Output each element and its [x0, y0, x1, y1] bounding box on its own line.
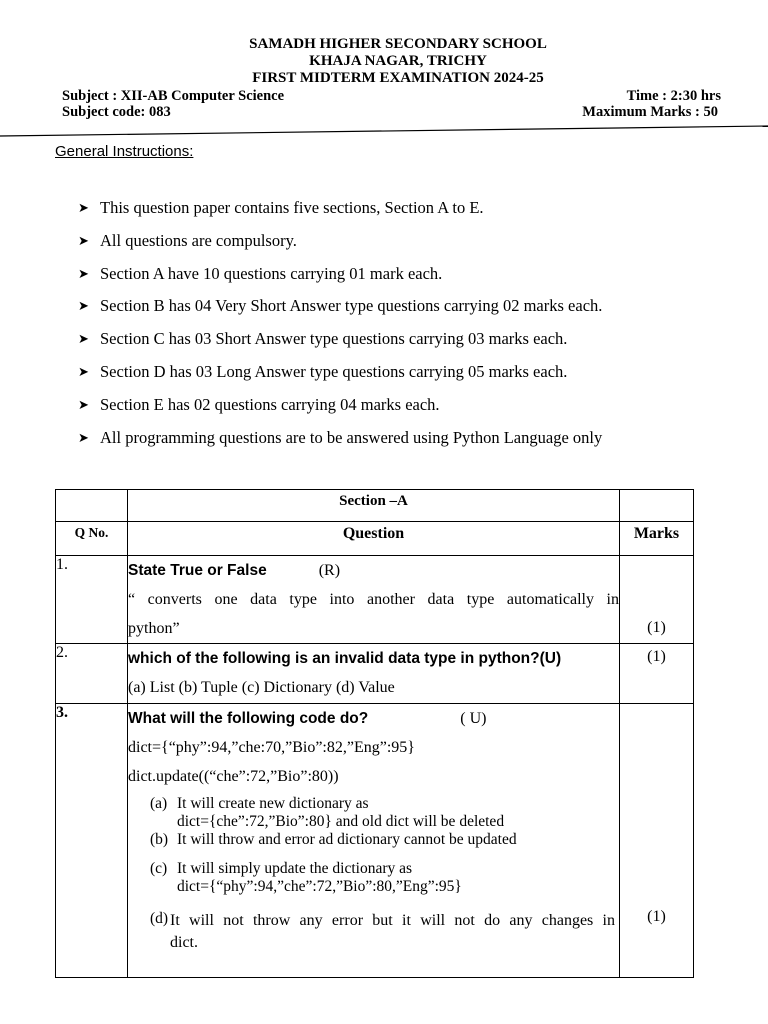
question-marks: (1)	[620, 556, 694, 644]
school-name: SAMADH HIGHER SECONDARY SCHOOL	[249, 36, 547, 52]
arrowhead-bullet-icon: ➤	[78, 298, 89, 314]
instruction-item: ➤ Section A have 10 questions carrying 01 mark each.	[78, 264, 758, 297]
instruction-item: ➤ Section E has 02 questions carrying 04 marks each.	[78, 395, 758, 428]
question-marks: (1)	[620, 644, 694, 704]
instruction-item: ➤ Section D has 03 Long Answer type questions carrying 05 marks each.	[78, 362, 758, 395]
option-d: (d) It will not throw any error but it will not do any changes in dict.	[150, 910, 615, 951]
question-number: 2.	[56, 644, 128, 704]
question-title: What will the following code do?	[128, 710, 369, 727]
question-tag: (R)	[318, 562, 341, 579]
instruction-item: ➤ All questions are compulsory.	[78, 231, 758, 264]
question-text	[128, 644, 620, 704]
arrowhead-bullet-icon: ➤	[78, 331, 89, 347]
question-title: State True or False	[128, 562, 267, 579]
arrowhead-bullet-icon: ➤	[78, 232, 89, 248]
question-number: 1.	[56, 556, 128, 644]
column-header-question: Question	[128, 522, 620, 556]
header-divider	[0, 122, 768, 142]
code-line: dict.update((“che”:72,”Bio”:80))	[128, 768, 339, 785]
column-header-marks: Marks	[620, 522, 694, 556]
subject-code: Subject code: 083	[62, 104, 171, 120]
arrowhead-bullet-icon: ➤	[78, 265, 89, 281]
arrowhead-bullet-icon: ➤	[78, 200, 89, 215]
question-tag: ( U)	[460, 710, 487, 727]
column-header-row	[56, 522, 694, 556]
column-header-qno: Q No.	[56, 522, 128, 556]
table-row	[56, 704, 694, 978]
arrowhead-bullet-icon: ➤	[78, 363, 89, 379]
arrowhead-bullet-icon: ➤	[78, 429, 89, 445]
option-a: (a) It will create new dictionary as dict={che”:72,”Bio”:80} and old dict will be deleted	[150, 795, 505, 830]
exam-title: FIRST MIDTERM EXAMINATION 2024-25	[252, 70, 544, 86]
instructions-title: General Instructions:	[55, 143, 194, 160]
section-title: Section –A	[128, 490, 620, 522]
question-marks: (1)	[620, 704, 694, 978]
question-title: which of the following is an invalid data type in python?	[128, 650, 540, 667]
code-line: dict={“phy”:94,”che:70,”Bio”:82,”Eng”:95}	[128, 739, 415, 756]
question-text: State True or False (R) “ converts one data type into another data type automatically in python”	[128, 556, 620, 644]
exam-time: Time : 2:30 hrs	[626, 88, 721, 104]
school-location: KHAJA NAGAR, TRICHY	[309, 53, 487, 69]
question-tag: (U)	[539, 650, 562, 667]
table-row	[56, 644, 694, 704]
instruction-item: ➤ This question paper contains five sections, Section A to E.	[78, 198, 758, 231]
option-b: (b) It will throw and error ad dictionary cannot be updated	[150, 831, 517, 848]
instruction-item: ➤ All programming questions are to be answered using Python Language only	[78, 428, 758, 461]
arrowhead-bullet-icon: ➤	[78, 396, 89, 412]
table-row	[56, 556, 694, 644]
instruction-item: ➤ Section C has 03 Short Answer type questions carrying 03 marks each.	[78, 329, 758, 362]
question-number: 3.	[56, 704, 128, 978]
question-text	[128, 704, 620, 978]
question-options: (a) List (b) Tuple (c) Dictionary (d) Value	[128, 679, 395, 696]
instructions-list	[78, 198, 758, 460]
subject-label: Subject : XII-AB Computer Science	[62, 88, 285, 104]
instruction-item: ➤ Section B has 04 Very Short Answer type questions carrying 02 marks each.	[78, 296, 758, 329]
maximum-marks: Maximum Marks : 50	[582, 104, 718, 120]
question-table	[55, 489, 694, 978]
option-c: (c) It will simply update the dictionary as dict={“phy”:94,”che”:72,”Bio”:80,”Eng”:95}	[150, 860, 462, 895]
section-header-row	[56, 490, 694, 522]
